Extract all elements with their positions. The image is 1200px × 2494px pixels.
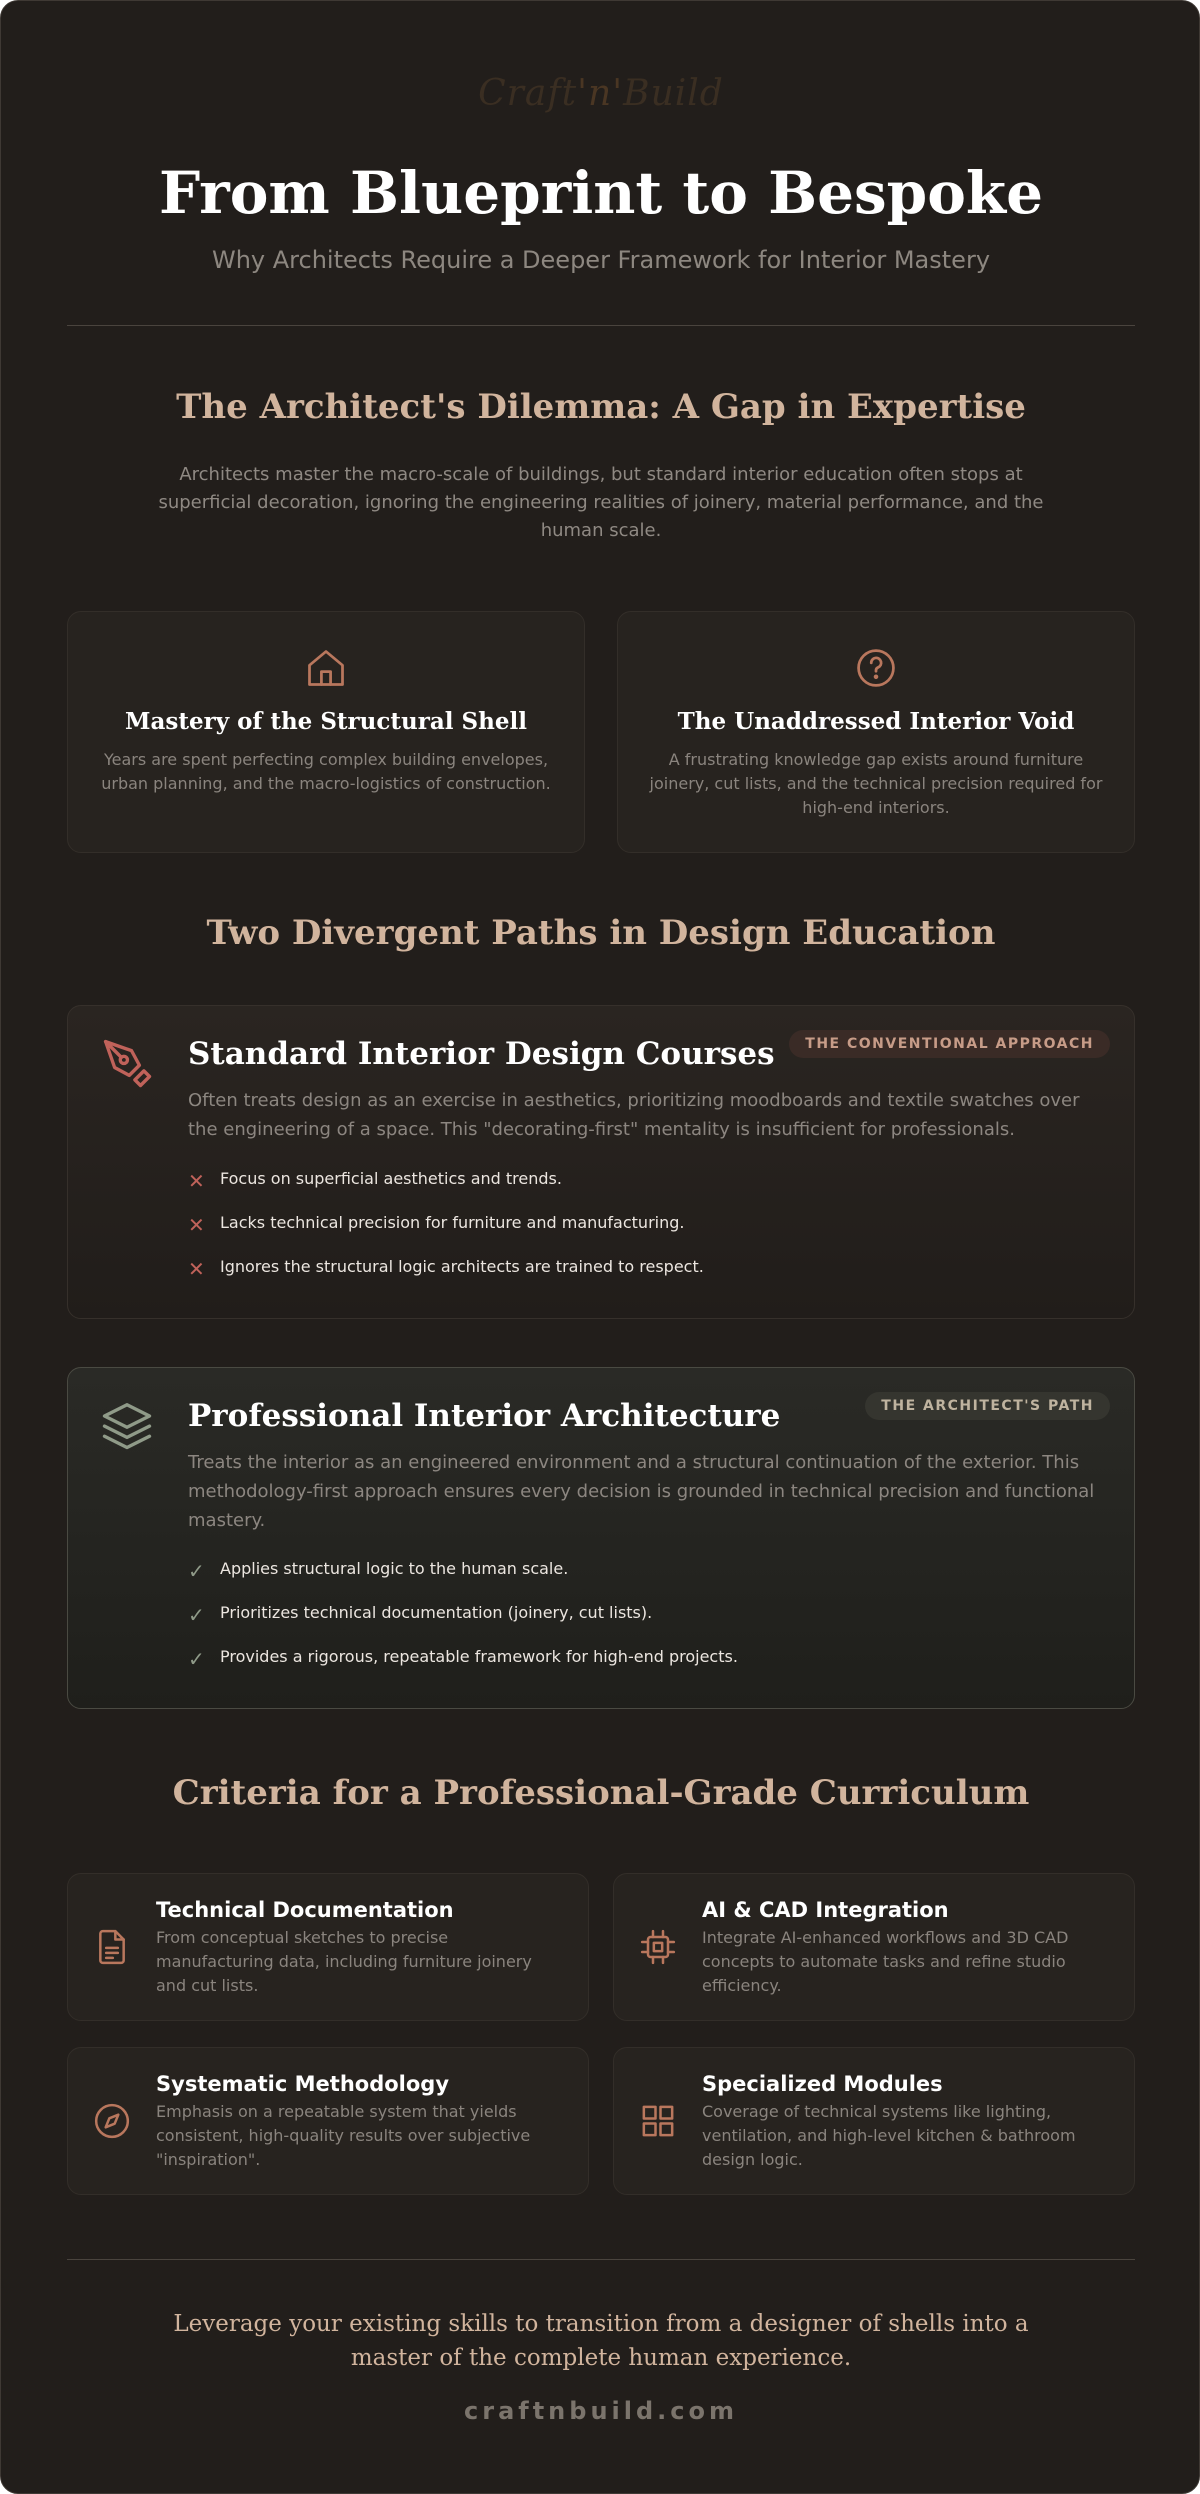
document-icon	[92, 1927, 132, 1967]
page-subtitle: Why Architects Require a Deeper Framework for Interior Mastery	[211, 246, 991, 274]
check-icon: ✓	[188, 1647, 205, 1671]
criteria-heading: Criteria for a Professional-Grade Curriculum	[172, 1773, 1030, 1813]
path-badge: THE ARCHITECT'S PATH	[865, 1392, 1110, 1420]
closing-statement: Leverage your existing skills to transition from a designer of shells into a master of the complete human experience.	[173, 2311, 1029, 2371]
criteria-card	[67, 1873, 589, 2021]
criteria-title: Technical Documentation	[156, 1898, 454, 1922]
brand-logo: Craft'n'Build	[478, 73, 724, 114]
pen-tool-icon	[100, 1036, 154, 1090]
path-professional	[67, 1367, 1135, 1709]
path-list	[188, 1164, 1102, 1296]
site-link[interactable]: craftnbuild.com	[464, 2397, 738, 2425]
house-icon	[304, 646, 348, 690]
dilemma-intro: Architects master the macro-scale of buildings, but standard interior education often stops at superficial decoration, ignoring the engineering realities of joinery, material performance, and the human scale.	[158, 464, 1044, 541]
criteria-title: AI & CAD Integration	[702, 1898, 949, 1922]
criteria-text: Emphasis on a repeatable system that yields consistent, high-quality results over subjective "inspiration".	[156, 2102, 531, 2169]
cpu-chip-icon	[638, 1927, 678, 1967]
path-title: Standard Interior Design Courses	[188, 1036, 775, 1072]
list-item: ✕ Lacks technical precision for furniture and manufacturing.	[188, 1208, 1102, 1252]
criteria-card	[613, 1873, 1135, 2021]
check-icon: ✓	[188, 1603, 205, 1627]
layers-icon	[100, 1398, 154, 1452]
path-title: Professional Interior Architecture	[188, 1398, 781, 1434]
list-item: ✓ Applies structural logic to the human scale.	[188, 1554, 1102, 1598]
criteria-card	[613, 2047, 1135, 2195]
criteria-title: Systematic Methodology	[156, 2072, 450, 2096]
x-icon: ✕	[188, 1169, 205, 1193]
criteria-text: Integrate AI-enhanced workflows and 3D CAD concepts to automate tasks and refine studio efficiency.	[702, 1928, 1069, 1995]
dilemma-heading: The Architect's Dilemma: A Gap in Expertise	[176, 387, 1026, 427]
divider	[67, 2259, 1135, 2260]
criteria-text: Coverage of technical systems like lighting, ventilation, and high-level kitchen & bathroom design logic.	[702, 2102, 1076, 2169]
dilemma-card-shell	[67, 611, 585, 853]
list-item: ✕ Focus on superficial aesthetics and trends.	[188, 1164, 1102, 1208]
path-list	[188, 1554, 1102, 1686]
card-text: Years are spent perfecting complex building envelopes, urban planning, and the macro-logistics of construction.	[101, 750, 551, 793]
card-title: Mastery of the Structural Shell	[125, 708, 527, 735]
divider	[67, 325, 1135, 326]
card-text: A frustrating knowledge gap exists around furniture joinery, cut lists, and the technical precision required for high-end interiors.	[649, 750, 1103, 817]
path-text: Treats the interior as an engineered environment and a structural continuation of the exterior. This methodology-first approach ensures every decision is grounded in technical precision and functional mastery.	[188, 1452, 1095, 1531]
x-icon: ✕	[188, 1213, 205, 1237]
paths-heading: Two Divergent Paths in Design Education	[206, 913, 996, 953]
list-item: ✓ Provides a rigorous, repeatable framework for high-end projects.	[188, 1642, 1102, 1686]
compass-icon	[92, 2101, 132, 2141]
check-icon: ✓	[188, 1559, 205, 1583]
criteria-title: Specialized Modules	[702, 2072, 943, 2096]
x-icon: ✕	[188, 1257, 205, 1281]
grid-icon	[638, 2101, 678, 2141]
criteria-card	[67, 2047, 589, 2195]
path-badge: THE CONVENTIONAL APPROACH	[789, 1030, 1110, 1058]
criteria-text: From conceptual sketches to precise manufacturing data, including furniture joinery and cut lists.	[156, 1928, 532, 1995]
list-item: ✕ Ignores the structural logic architects are trained to respect.	[188, 1252, 1102, 1296]
dilemma-card-void	[617, 611, 1135, 853]
page-title: From Blueprint to Bespoke	[159, 159, 1043, 227]
path-conventional	[67, 1005, 1135, 1319]
question-icon	[854, 646, 898, 690]
list-item: ✓ Prioritizes technical documentation (joinery, cut lists).	[188, 1598, 1102, 1642]
card-title: The Unaddressed Interior Void	[677, 708, 1075, 735]
path-text: Often treats design as an exercise in aesthetics, prioritizing moodboards and textile swatches over the engineering of a space. This "decorating-first" mentality is insufficient for professionals.	[188, 1090, 1080, 1140]
